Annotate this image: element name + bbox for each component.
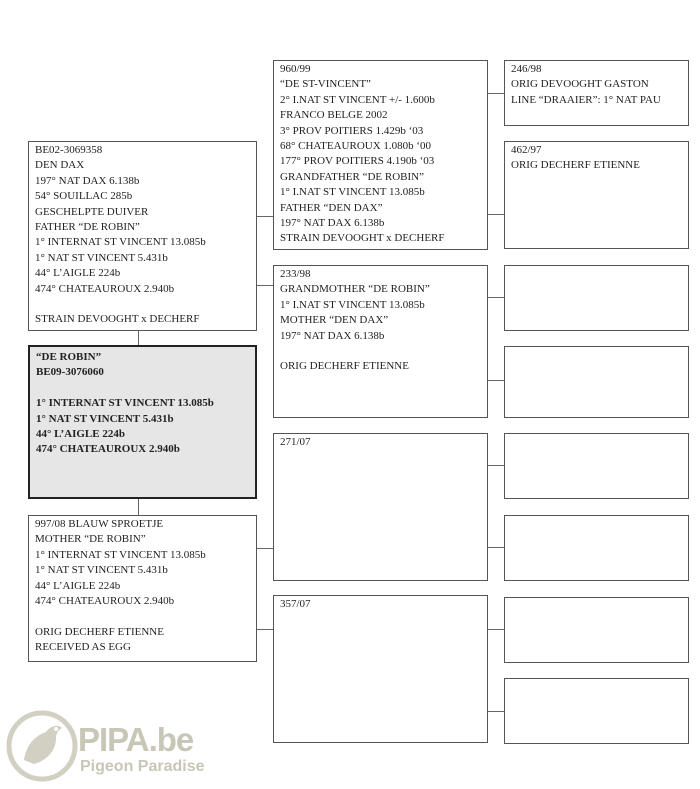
pedigree-line: MOTHER “DEN DAX” bbox=[280, 314, 389, 327]
pedigree-line: “DE ST-VINCENT” bbox=[280, 78, 371, 91]
pedigree-line: FATHER “DEN DAX” bbox=[280, 201, 383, 214]
pedigree-line: 246/98 bbox=[511, 63, 542, 75]
pigeon-card-mother bbox=[28, 515, 257, 662]
pedigree-line: 271/07 bbox=[280, 436, 311, 448]
pedigree-line: 68° CHATEAUROUX 1.080b ‘00 bbox=[280, 140, 432, 153]
pedigree-line: 1° NAT ST VINCENT 5.431b bbox=[36, 412, 174, 425]
pedigree-line: DEN DAX bbox=[35, 159, 85, 172]
connector-line bbox=[257, 548, 273, 549]
pedigree-line: 1° I.NAT ST VINCENT 13.085b bbox=[280, 186, 425, 199]
pedigree-line: LINE “DRAAIER”: 1° NAT PAU bbox=[511, 93, 661, 106]
pigeon-card-ffm bbox=[504, 141, 689, 249]
pedigree-line: 474° CHATEAUROUX 2.940b bbox=[35, 595, 175, 608]
connector-line bbox=[488, 547, 504, 548]
pedigree-line: 44° L’AIGLE 224b bbox=[35, 267, 121, 280]
pedigree-line: “DE ROBIN” bbox=[36, 351, 102, 363]
connector-line bbox=[138, 331, 139, 345]
connector-line bbox=[488, 214, 504, 215]
pedigree-line: 44° L’AIGLE 224b bbox=[35, 579, 121, 592]
pedigree-line: 960/99 bbox=[280, 63, 311, 75]
connector-line bbox=[488, 380, 504, 381]
pedigree-line: 44° L’AIGLE 224b bbox=[36, 428, 125, 441]
pigeon-card-fm bbox=[273, 265, 488, 418]
pedigree-line: RECEIVED AS EGG bbox=[35, 641, 131, 654]
pigeon-card-mm bbox=[273, 595, 488, 743]
connector-line bbox=[488, 93, 504, 94]
pedigree-line: ORIG DECHERF ETIENNE bbox=[35, 625, 164, 638]
pedigree-line: ORIG DECHERF ETIENNE bbox=[280, 360, 409, 373]
pigeon-card-main bbox=[28, 345, 257, 499]
pedigree-line: 1° INTERNAT ST VINCENT 13.085b bbox=[35, 548, 206, 561]
pigeon-card-fmm bbox=[504, 346, 689, 418]
pedigree-line: GRANDMOTHER “DE ROBIN” bbox=[280, 283, 430, 296]
pedigree-line bbox=[36, 381, 249, 396]
pedigree-line bbox=[280, 344, 481, 359]
pedigree-line: STRAIN DEVOOGHT x DECHERF bbox=[35, 313, 200, 326]
pedigree-line: 474° CHATEAUROUX 2.940b bbox=[36, 443, 180, 456]
pedigree-line: 474° CHATEAUROUX 2.940b bbox=[35, 282, 175, 295]
pedigree-line: 1° INTERNAT ST VINCENT 13.085b bbox=[36, 397, 214, 410]
pedigree-line: 233/98 bbox=[280, 268, 311, 280]
pedigree-line: GESCHELPTE DUIVER bbox=[35, 205, 149, 218]
pigeon-card-fff bbox=[504, 60, 689, 126]
pigeon-card-mmf bbox=[504, 597, 689, 663]
connector-line bbox=[488, 629, 504, 630]
pedigree-line: 197° NAT DAX 6.138b bbox=[35, 174, 140, 187]
pedigree-line: 997/08 BLAUW SPROETJE bbox=[35, 518, 164, 530]
pigeon-card-fmf bbox=[504, 265, 689, 331]
pedigree-line: 177° PROV POITIERS 4.190b ‘03 bbox=[280, 155, 435, 168]
pedigree-line: 1° NAT ST VINCENT 5.431b bbox=[35, 564, 168, 577]
connector-line bbox=[257, 285, 273, 286]
pigeon-card-mf bbox=[273, 433, 488, 581]
connector-line bbox=[488, 711, 504, 712]
pedigree-line: 462/97 bbox=[511, 144, 542, 156]
pedigree-line: BE09-3076060 bbox=[36, 366, 104, 379]
pedigree-line: ORIG DEVOOGHT GASTON bbox=[511, 78, 649, 91]
logo-wordmark[interactable]: PIPA.be bbox=[78, 721, 194, 758]
pedigree-line: 197° NAT DAX 6.138b bbox=[280, 217, 385, 230]
connector-line bbox=[257, 216, 273, 217]
pedigree-line: 1° I.NAT ST VINCENT 13.085b bbox=[280, 298, 425, 311]
pedigree-line: 2° I.NAT ST VINCENT +/- 1.600b bbox=[280, 93, 435, 106]
pigeon-card-mfm bbox=[504, 515, 689, 581]
pedigree-line: FRANCO BELGE 2002 bbox=[280, 109, 388, 122]
pedigree-line: 1° INTERNAT ST VINCENT 13.085b bbox=[35, 236, 206, 249]
pedigree-line: FATHER “DE ROBIN” bbox=[35, 221, 140, 234]
pedigree-line: 357/07 bbox=[280, 598, 311, 610]
pedigree-line: 197° NAT DAX 6.138b bbox=[280, 329, 385, 342]
pigeon-card-mff bbox=[504, 433, 689, 499]
pedigree-line: GRANDFATHER “DE ROBIN” bbox=[280, 170, 425, 183]
pedigree-line bbox=[35, 609, 250, 624]
pedigree-line: STRAIN DEVOOGHT x DECHERF bbox=[280, 232, 445, 245]
pedigree-line: MOTHER “DE ROBIN” bbox=[35, 533, 146, 546]
connector-line bbox=[488, 465, 504, 466]
pedigree-line bbox=[35, 297, 250, 312]
pigeon-card-father bbox=[28, 141, 257, 331]
logo-tagline: Pigeon Paradise bbox=[80, 758, 205, 775]
pedigree-line: ORIG DECHERF ETIENNE bbox=[511, 159, 640, 172]
pedigree-line: 3° PROV POITIERS 1.429b ‘03 bbox=[280, 124, 424, 137]
pigeon-card-ff bbox=[273, 60, 488, 250]
pedigree-line: 1° NAT ST VINCENT 5.431b bbox=[35, 251, 168, 264]
pedigree-line: 54° SOUILLAC 285b bbox=[35, 190, 133, 203]
connector-line bbox=[138, 499, 139, 515]
pigeon-card-mmm bbox=[504, 678, 689, 744]
pedigree-line: BE02-3069358 bbox=[35, 144, 103, 156]
connector-line bbox=[488, 297, 504, 298]
connector-line bbox=[257, 629, 273, 630]
